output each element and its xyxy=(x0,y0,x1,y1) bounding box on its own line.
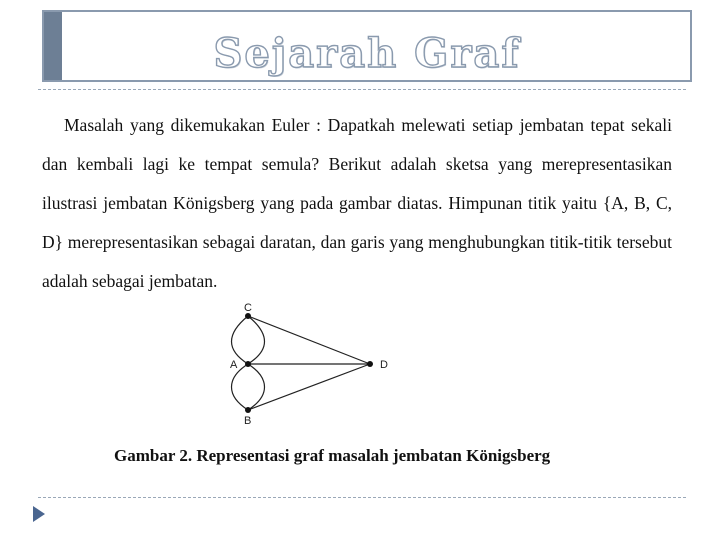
title-bar xyxy=(42,10,692,82)
edge-c-a-right xyxy=(248,316,265,364)
label-a: A xyxy=(230,359,238,371)
figure-caption: Gambar 2. Representasi graf masalah jembatan Königsberg xyxy=(114,446,551,465)
vertex-d xyxy=(367,361,373,367)
label-c: C xyxy=(244,302,252,314)
slide-title: Sejarah Graf xyxy=(213,30,521,77)
edge-c-d xyxy=(248,316,370,364)
konigsberg-graph-figure xyxy=(218,298,418,426)
edge-b-d xyxy=(248,364,370,410)
edge-a-b-right xyxy=(248,364,265,410)
vertex-a xyxy=(245,361,251,367)
bottom-divider xyxy=(38,497,686,498)
edge-c-a-left xyxy=(232,316,249,364)
label-d: D xyxy=(380,359,388,371)
label-b: B xyxy=(244,415,252,426)
triangle-arrow-icon xyxy=(32,505,46,523)
vertex-b xyxy=(245,407,251,413)
body-paragraph: Masalah yang dikemukakan Euler : Dapatkah melewati setiap jembatan tepat sekali dan kembali lagi ke tempat semula? Berikut adalah sketsa yang merepresentasikan ilustrasi jembatan Königsberg yang pada gambar diatas. Himpunan titik yaitu {A, B, C, D} merepresentasikan sebagai daratan, dan garis yang menghubungkan titik-titik tersebut adalah sebagai jembatan. xyxy=(42,115,672,291)
top-divider xyxy=(38,89,686,90)
